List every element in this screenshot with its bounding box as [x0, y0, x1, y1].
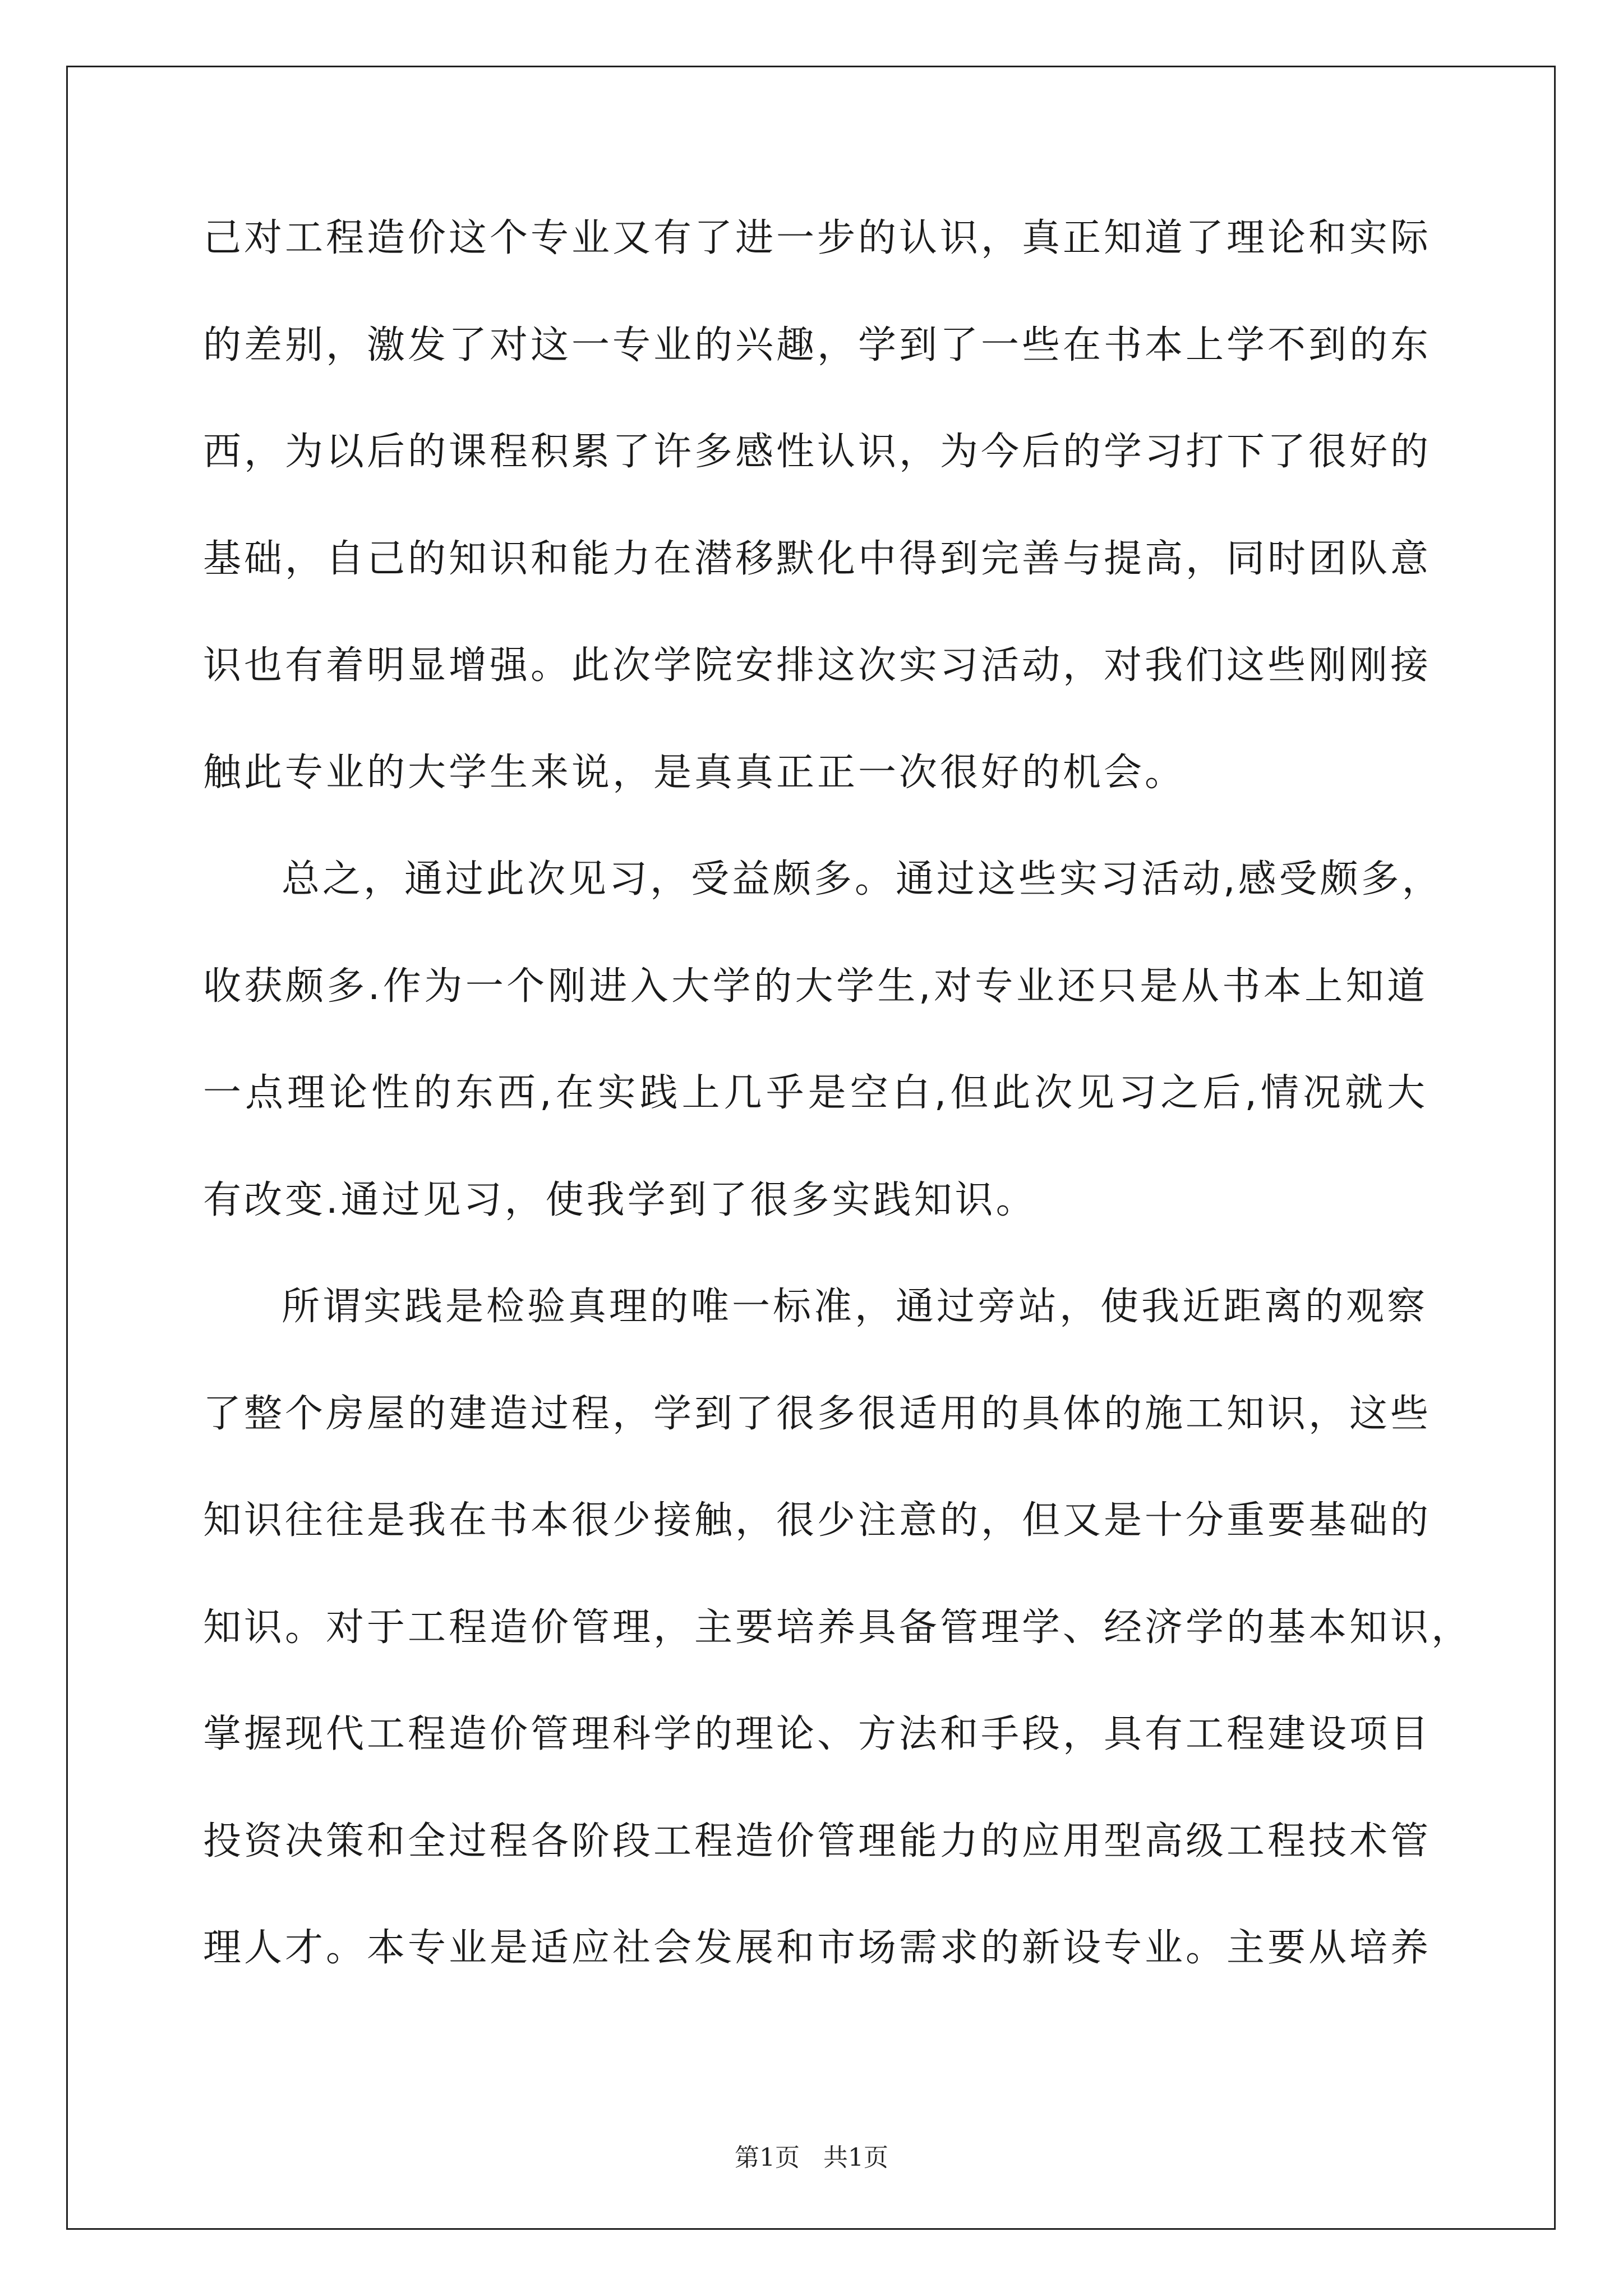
paragraph-1-line-2: 的差别，激发了对这一专业的兴趣，学到了一些在书本上学不到的东	[203, 323, 1432, 367]
paragraph-3-line-2: 了整个房屋的建造过程，学到了很多很适用的具体的施工知识，这些	[203, 1391, 1432, 1436]
paragraph-2-line-1: 总之，通过此次见习，受益颇多。通过这些实习活动,感受颇多，	[282, 857, 1443, 901]
document-body	[203, 210, 1473, 2027]
paragraph-1-line-4: 基础，自己的知识和能力在潜移默化中得到完善与提高，同时团队意	[203, 536, 1432, 581]
paragraph-2-line-2: 收获颇多.作为一个刚进入大学的大学生,对专业还只是从书本上知道	[203, 964, 1428, 1009]
paragraph-2-line-4: 有改变.通过见习，使我学到了很多实践知识。	[203, 1177, 1037, 1222]
paragraph-3-line-4: 知识。对于工程造价管理，主要培养具备管理学、经济学的基本知识，	[203, 1605, 1473, 1650]
paragraph-3-line-7: 理人才。本专业是适应社会发展和市场需求的新设专业。主要从培养	[203, 1926, 1432, 1970]
paragraph-1-line-3: 西，为以后的课程积累了许多感性认识，为今后的学习打下了很好的	[203, 430, 1432, 474]
paragraph-3-line-1: 所谓实践是检验真理的唯一标准，通过旁站，使我近距离的观察	[282, 1285, 1428, 1329]
page-footer	[0, 2137, 1623, 2173]
page-number: 第1页	[735, 2143, 800, 2172]
page-total: 共1页	[823, 2143, 888, 2172]
paragraph-1-line-6: 触此专业的大学生来说，是真真正正一次很好的机会。	[203, 750, 1186, 795]
paragraph-1-line-5: 识也有着明显增强。此次学院安排这次实习活动，对我们这些刚刚接	[203, 643, 1432, 688]
paragraph-3-line-3: 知识往往是我在书本很少接触，很少注意的，但又是十分重要基础的	[203, 1498, 1432, 1543]
paragraph-3-line-5: 掌握现代工程造价管理科学的理论、方法和手段，具有工程建设项目	[203, 1712, 1432, 1756]
paragraph-1-line-1: 己对工程造价这个专业又有了进一步的认识，真正知道了理论和实际	[203, 216, 1432, 260]
paragraph-2-line-3: 一点理论性的东西,在实践上几乎是空白,但此次见习之后,情况就大	[203, 1071, 1428, 1115]
paragraph-3-line-6: 投资决策和全过程各阶段工程造价管理能力的应用型高级工程技术管	[203, 1819, 1432, 1864]
